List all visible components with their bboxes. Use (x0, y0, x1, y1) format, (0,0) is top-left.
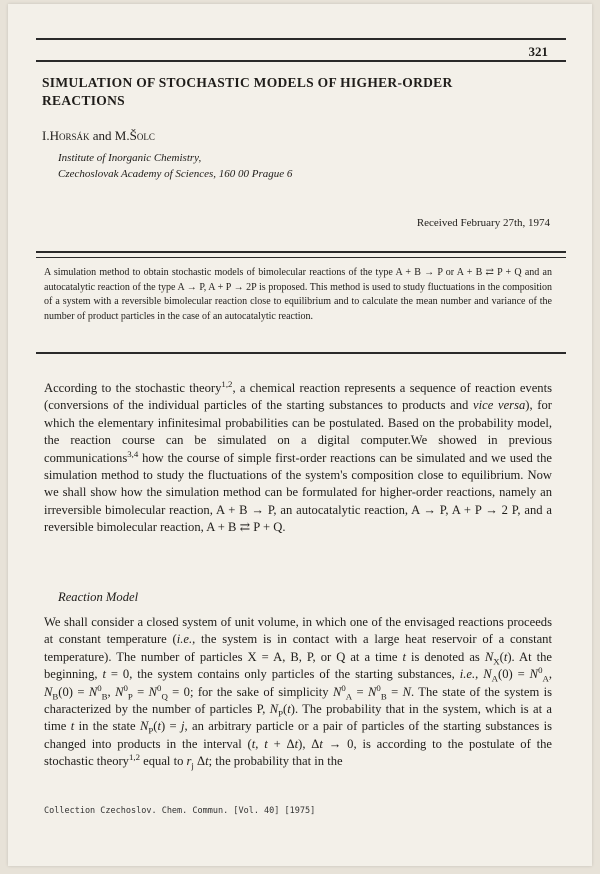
math-sub: A (491, 673, 498, 684)
rm-text-8: . The probability that in the system, which is at a time (44, 702, 553, 734)
math-t: t (294, 736, 299, 751)
math-sup: 0 (538, 665, 543, 676)
rm-text-6: ; for the sake of simplicity (189, 684, 333, 699)
math-na: N (483, 667, 492, 682)
math-sub: P (148, 725, 154, 736)
math-n: N (88, 684, 98, 699)
math-sub: A (345, 691, 353, 702)
math-sub: B (52, 691, 59, 702)
intro-text-4: how the course of simple first-order reactions can be simulated and we used the simulation method to study the fluctuations of the system's composition close to equilibrium. Now we shall show how the simulation method can be formulated for higher-order reactions, namely an irreversible bimolecular reaction, A + B → P, an autocatalytic reaction, A → P, A + P → 2 P, and a reversible bimolecular reaction, A + B ⇄ P + Q. (44, 450, 552, 535)
citation-1-2: 1,2 (221, 378, 233, 389)
rm-text-7: . The state of the system is characterized by the number of particles P, (44, 684, 553, 717)
math-n: N (44, 684, 53, 699)
rm-ie-1: i.e. (176, 632, 193, 647)
abstract: A simulation method to obtain stochastic models of bimolecular reactions of the type A + B → P or A + B ⇄ P + Q and an autocatalytic reaction of the type A → P, A + P → 2P is proposed. This method is used to study fluctuations in the composition of a system with a reversible bimolecular reaction close to equilibrium and to calculate the mean number and variance of the number of product particles in the case of an autocatalytic reaction. (44, 267, 552, 322)
received-date: Received February 27th, 1974 (416, 217, 550, 229)
math-t: t (319, 736, 323, 751)
citation-3-4: 3,4 (127, 448, 139, 459)
section-heading: Reaction Model (58, 590, 139, 604)
math-t: t (503, 649, 508, 664)
abstract-rule-bottom (36, 352, 566, 354)
abstract-rule-top-2 (36, 257, 566, 258)
intro-text-2: , a chemical reaction represents a sequence of reaction events (conversions of the individual particles of the starting substances to products and (44, 381, 552, 413)
math-sub: P (278, 708, 284, 719)
affiliation-line-1: Institute of Inorganic Chemistry, (58, 152, 202, 164)
math-t: t (251, 736, 256, 751)
math-r: r (186, 754, 192, 769)
abstract-rule-top (36, 251, 566, 253)
math-t: t (157, 719, 161, 734)
intro-vice-versa: vice versa (473, 398, 526, 413)
citation-1-2-b: 1,2 (128, 752, 140, 763)
rm-text-14: ; the probability that in the (208, 754, 343, 769)
paper-page (8, 4, 592, 866)
rm-text-2: , the system is in contact with a large heat reservoir of a constant temperature). The number of particles X = A, B, P, or Q at a time (44, 632, 552, 664)
math-n: N (529, 667, 539, 682)
rm-text-10: , an arbitrary particle or a pair of particles of the starting substances is changed into products in the interval ( (44, 719, 553, 751)
math-sup: 0 (376, 682, 381, 693)
math-n: N (332, 684, 342, 699)
math-t: t (264, 736, 268, 751)
author-2-initial: M. (114, 128, 130, 143)
math-n: N (139, 719, 149, 734)
math-sub: X (493, 656, 500, 667)
math-t: t (70, 719, 75, 734)
author-conjunction: and (89, 128, 115, 143)
rm-text-5: = 0, the system contains only particles of the starting substances, (105, 667, 460, 682)
rm-ie-2: i.e. (459, 667, 476, 682)
paper-title: SIMULATION OF STOCHASTIC MODELS OF HIGHER-ORDER REACTIONS (42, 75, 453, 108)
journal-footer: Collection Czechoslov. Chem. Commun. [Vol. 40] [1975] (44, 806, 316, 816)
math-nx: N (484, 649, 494, 664)
math-sup: 0 (123, 682, 128, 693)
author-1-name: Horsák (49, 128, 90, 143)
math-n: N (115, 684, 124, 699)
math-sup: 0 (157, 682, 162, 693)
rm-text-9: in the state (74, 719, 140, 734)
math-t: t (287, 702, 291, 717)
math-t: t (402, 649, 406, 664)
author-2-name: Šolc (129, 128, 155, 143)
affiliation (58, 150, 292, 182)
math-sup: 0 (341, 682, 346, 693)
header-rule-bottom (36, 60, 566, 62)
page-number: 321 (528, 44, 548, 59)
math-sub: Q (161, 691, 168, 702)
intro-paragraph (44, 380, 552, 537)
math-t: t (205, 754, 209, 769)
math-j: j (180, 719, 185, 734)
intro-text-3: ), for which the elementary infinitesimal probabilities can be postulated. Based on the probability model, the reaction course can be simulated on a digital computer.We showed in previous communications (44, 398, 552, 465)
rm-text-3: is denoted as (405, 649, 485, 664)
math-n: N (269, 702, 279, 717)
math-n: N (402, 684, 411, 699)
math-sub: P (127, 691, 133, 702)
math-n: N (148, 684, 158, 699)
rm-text-4: . At the beginning, (44, 649, 553, 682)
reaction-model-paragraph: We shall consider a closed system of unit volume, in which one of the envisaged reactions proceeds at constant temperature (i.e., the system is in contact with a large heat reservoir of a constant temperature). The number of particles X = A, B, P, or Q at a time t is denoted as $N_X(t)$. At the beginning, t = 0, the system contains only particles of the starting substances, i.e., $N_A(0) = N^0_A$, $N_B(0) = N^0_B$, $N^0_P = N^0_Q = 0$; for the sake of simplicity $N^0_A = N^0_B = N$. The state of the system is characterized by the number of particles P, $N_P(t)$. The probability that in the system, which is at a time t in the state $N_P(t) = j$, an arbitrary particle or a pair of particles of the starting substances is changed into products in the interval (t, t + Δt), Δt → 0, is according to the postulate of the stochastic theory$^{1,2}$ equal to $r_j$ Δt; the probability that in the (44, 615, 553, 771)
intro-text-1: According to the stochastic theory (44, 381, 222, 395)
rm-text-13: equal to (140, 754, 187, 769)
math-sub: B (101, 691, 108, 702)
rm-text-11: ), Δ (298, 736, 320, 751)
header-rule-top (36, 38, 566, 40)
math-sub: j (191, 760, 194, 771)
rm-text-1: We shall consider a closed system of unit volume, in which one of the envisaged reactions proceeds at constant temperature ( (44, 615, 552, 647)
math-n: N (368, 684, 377, 699)
author-1-initial: I. (42, 128, 50, 143)
affiliation-line-2: Czechoslovak Academy of Sciences, 160 00 Prague 6 (58, 168, 293, 180)
author-line (42, 128, 155, 144)
math-sub: A (542, 673, 549, 684)
rm-text-12: → 0, is according to the postulate of the stochastic theory (44, 736, 553, 769)
math-t: t (102, 667, 106, 682)
math-sup: 0 (97, 682, 102, 693)
math-sub: B (380, 691, 387, 702)
